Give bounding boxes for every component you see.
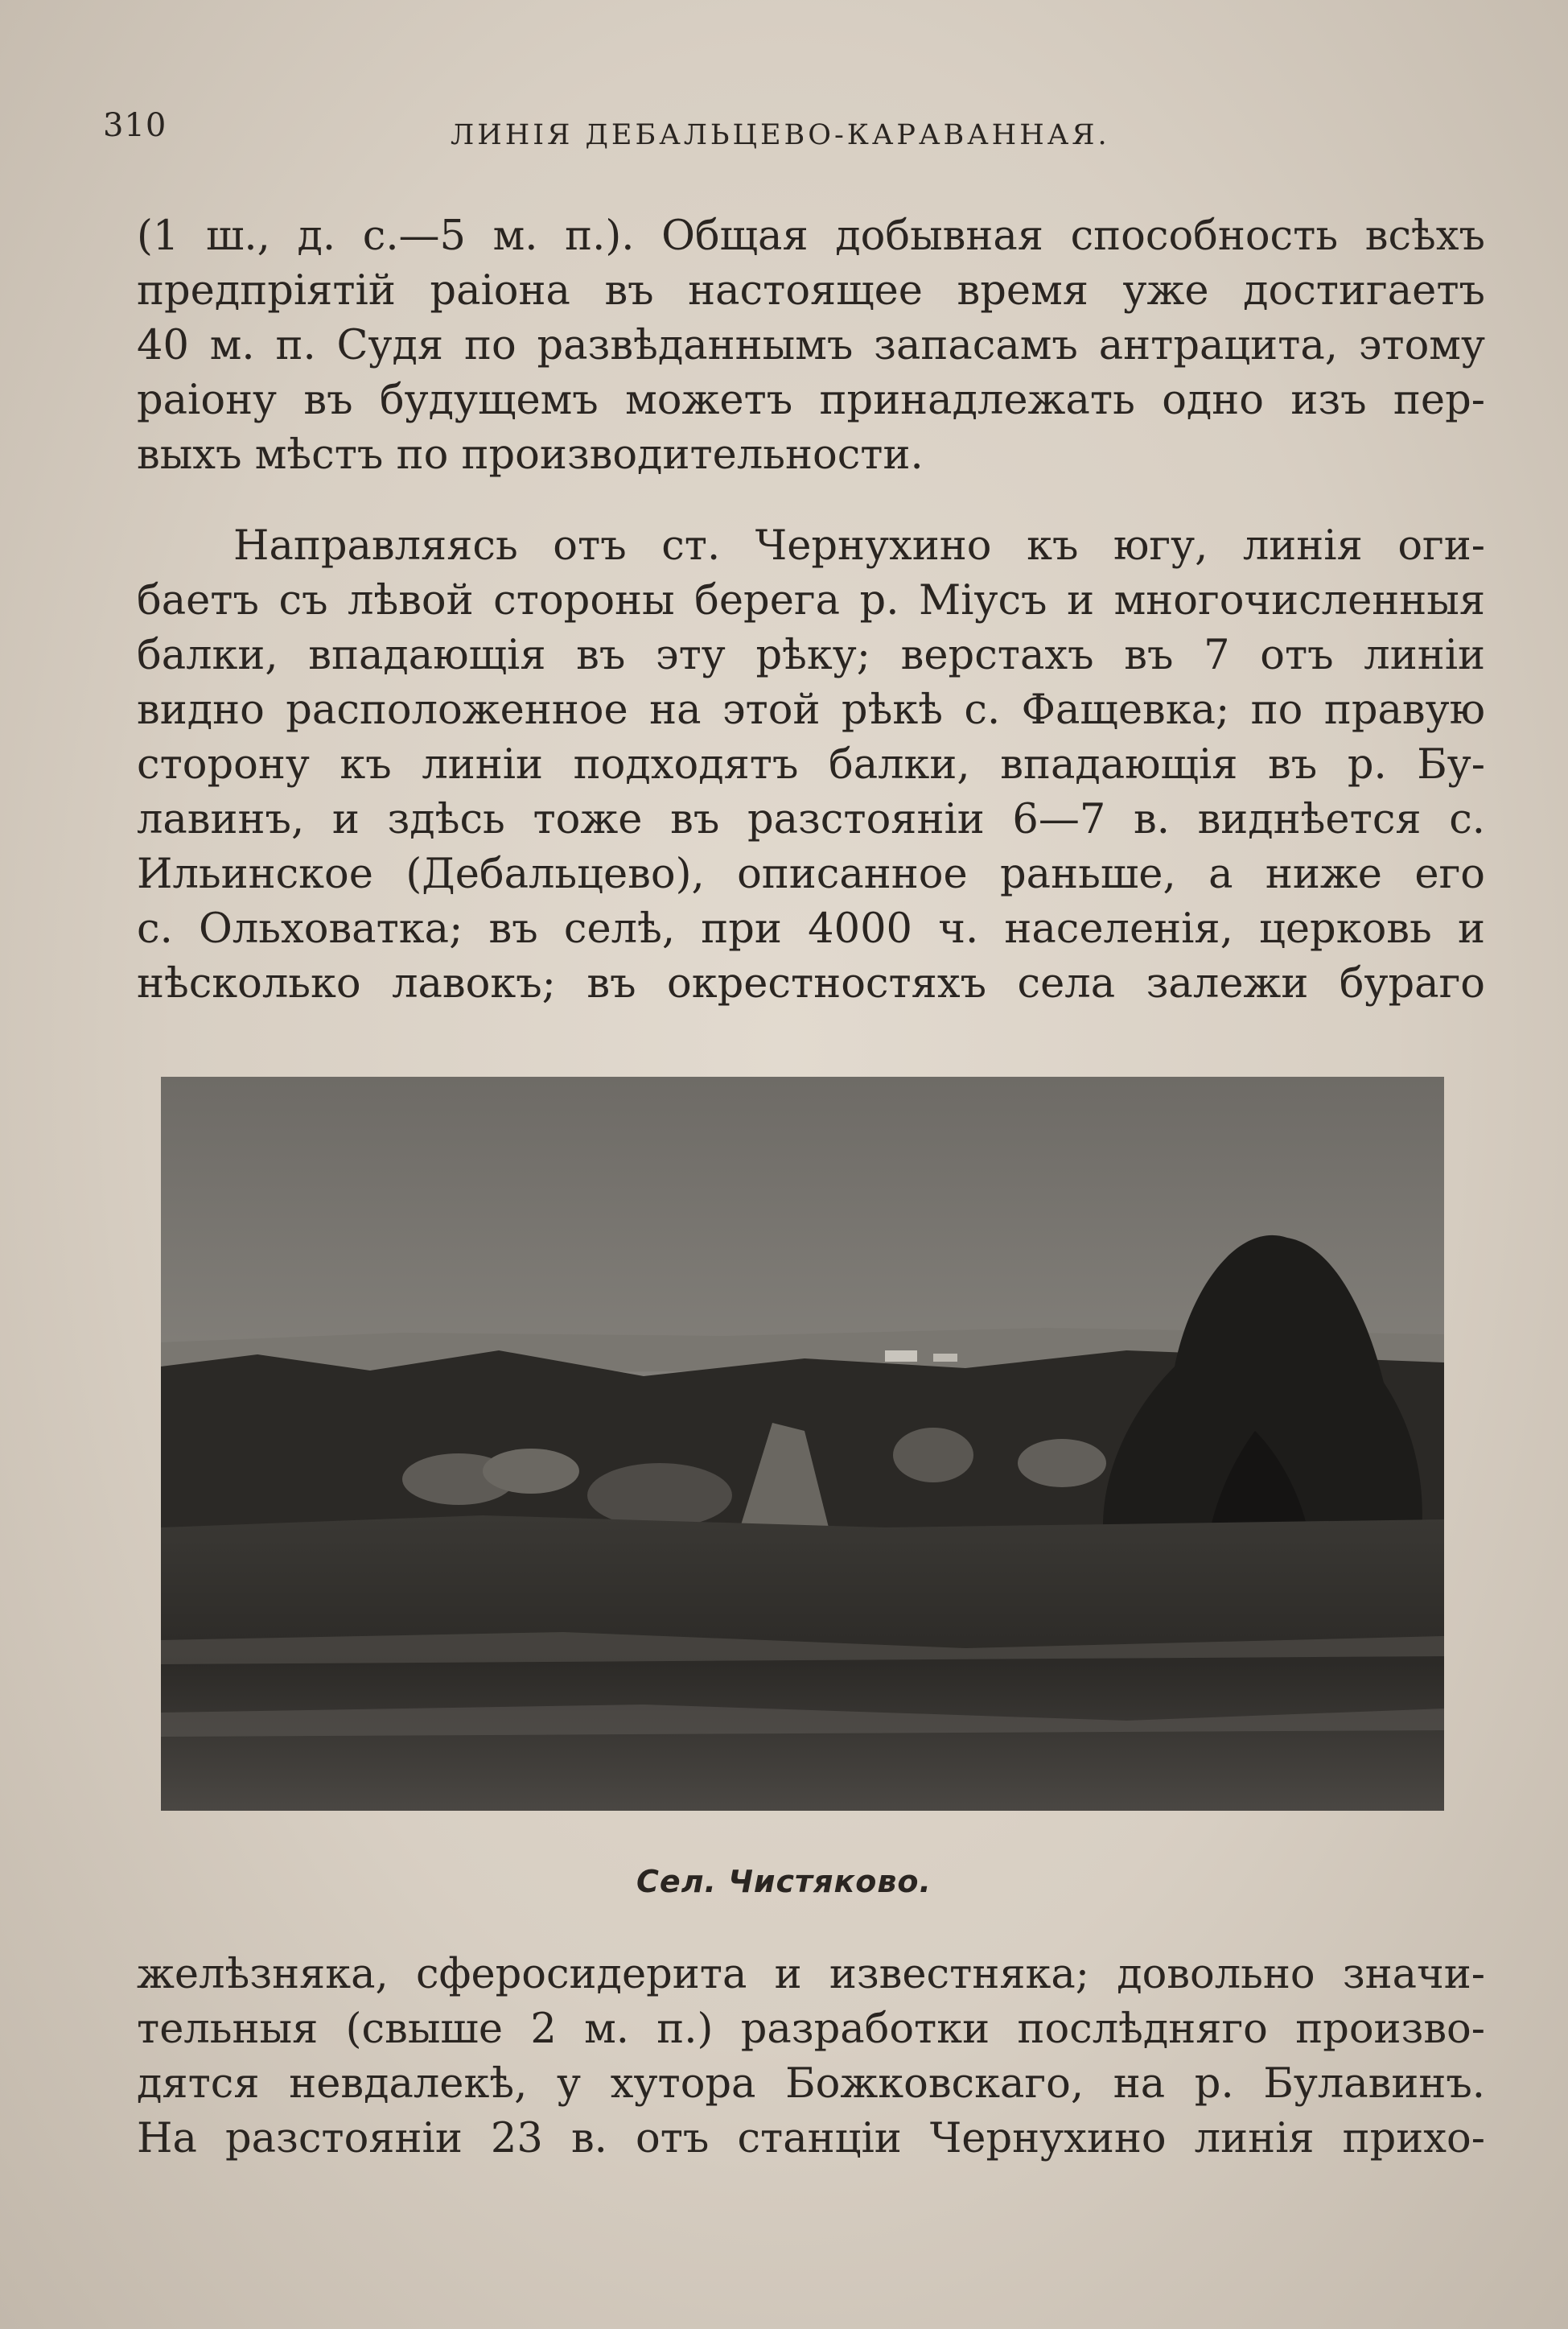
text-line: дятся невдалекѣ, у хутора Божковскаго, на р. Булавинъ.: [137, 2060, 1485, 2108]
text-line: сторону къ линіи подходятъ балки, впадающія въ р. Бу-: [137, 741, 1485, 789]
village-photograph: [161, 1077, 1444, 1811]
text-line: нѣсколько лавокъ; въ окрестностяхъ села залежи бураго: [137, 960, 1485, 1008]
text-line: выхъ мѣстъ по производительности.: [137, 431, 924, 479]
text-line: тельныя (свыше 2 м. п.) разработки послѣдняго произво-: [137, 2005, 1485, 2053]
text-line: (1 ш., д. с.—5 м. п.). Общая добывная способность всѣхъ: [137, 212, 1485, 260]
text-line: 40 м. п. Судя по развѣданнымъ запасамъ антрацита, этому: [137, 322, 1485, 369]
text-line: балки, впадающія въ эту рѣку; верстахъ въ 7 отъ линіи: [137, 632, 1485, 679]
text-line: видно расположенное на этой рѣкѣ с. Фащевка; по правую: [137, 686, 1485, 734]
page-number: 310: [103, 107, 167, 144]
paragraph-1: [137, 209, 1485, 483]
text-line: с. Ольховатка; въ селѣ, при 4000 ч. населенія, церковь и: [137, 905, 1485, 953]
text-line: Ильинское (Дебальцево), описанное раньше, а ниже его: [137, 851, 1485, 898]
paragraph-2: [137, 519, 1485, 1012]
paragraph-3: [137, 1948, 1485, 2166]
text-line: На разстояніи 23 в. отъ станціи Чернухино линія прихо-: [137, 2115, 1485, 2162]
text-line: Направляясь отъ ст. Чернухино къ югу, линія оги-: [233, 522, 1485, 570]
text-line: лавинъ, и здѣсь тоже въ разстояніи 6—7 в. виднѣется с.: [137, 796, 1485, 843]
text-line: предпріятій раіона въ настоящее время уже достигаетъ: [137, 267, 1485, 315]
figure-caption: Сел. Чистяково.: [636, 1864, 932, 1899]
text-line: желѣзняка, сферосидерита и известняка; довольно значи-: [137, 1951, 1485, 1998]
text-line: раіону въ будущемъ можетъ принадлежать одно изъ пер-: [137, 377, 1485, 424]
running-head: ЛИНІЯ ДЕБАЛЬЦЕВО-КАРАВАННАЯ.: [451, 119, 1110, 151]
text-line: баетъ съ лѣвой стороны берега р. Міусъ и многочисленныя: [137, 577, 1485, 625]
